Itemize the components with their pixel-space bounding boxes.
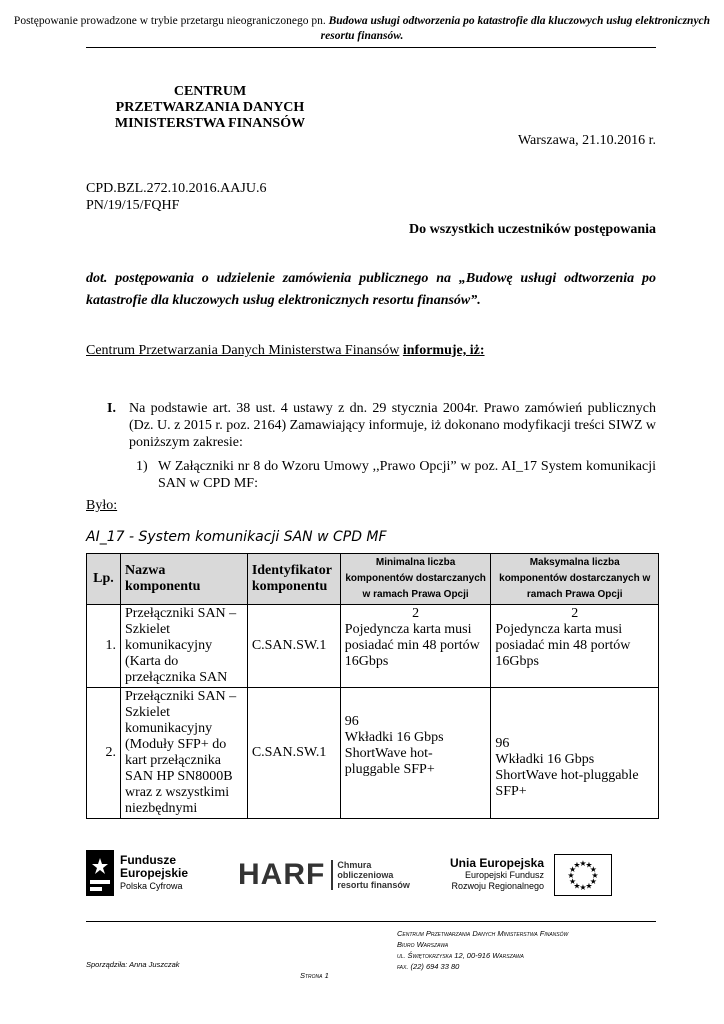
footer-street: ul. Świętokrzyska 12, 00-916 Warszawa — [397, 951, 524, 960]
cell-max — [491, 688, 659, 819]
eu-star-icon: ★ — [569, 865, 577, 874]
cell-name: Przełączniki SAN – Szkielet komunikacyjny (Karta do przełącznika SAN — [120, 605, 247, 688]
informs-line — [86, 343, 485, 359]
eu-star-icon: ★ — [585, 860, 593, 870]
cell-lp: 2. — [87, 688, 121, 819]
subject-line: dot. postępowania o udzielenie zamówienia publicznego na „Budowę usługi odtworzenia po katastrofie dla kluczowych usług elektronicznych resortu finansów”. — [86, 271, 656, 308]
header-max: Maksymalna liczba komponentów dostarczanych w ramach Prawa Opcji — [491, 554, 659, 605]
procedure-reference: PN/19/15/FQHF — [86, 198, 180, 213]
header-name: Nazwa komponentu — [120, 554, 247, 605]
harf-logo — [238, 858, 410, 892]
min-desc: Pojedyncza karta musi posiadać min 48 portów 16Gbps — [344, 622, 480, 669]
informs-bold: informuje, iż: — [402, 343, 485, 358]
ue-line3: Rozwoju Regionalnego — [451, 881, 545, 891]
harf-sub1: Chmura — [337, 860, 372, 870]
header-min: Minimalna liczba komponentów dostarczanych w ramach Prawa Opcji — [340, 554, 491, 605]
eu-star-icon: ★ — [585, 881, 593, 891]
cell-min — [340, 605, 491, 688]
eu-flag-icon — [554, 854, 612, 896]
section-text: Na podstawie art. 38 ust. 4 ustawy z dn. 29 stycznia 2004r. Prawo zamówień publicznych (Dz. U. z 2015 r. poz. 2164) Zamawiający informuje, iż dokonano modyfikacji treści SIWZ w poniższym zakresie: — [129, 401, 656, 450]
harf-sub2: obliczeniowa — [337, 870, 394, 880]
section-one — [107, 400, 656, 451]
page-header — [0, 14, 724, 44]
cell-id: C.SAN.SW.1 — [247, 605, 340, 688]
max-qty: 96 — [495, 736, 510, 751]
max-desc: Pojedyncza karta musi posiadać min 48 portów 16Gbps — [495, 622, 631, 669]
eu-star-icon: ★ — [569, 877, 577, 886]
eu-star-icon: ★ — [573, 860, 581, 870]
footer-address — [397, 928, 568, 972]
header-normal-text: Postępowanie prowadzone w trybie przetargu nieograniczonego pn. — [13, 15, 326, 27]
page-number: Strona 1 — [300, 971, 329, 980]
ue-line2: Europejski Fundusz — [464, 870, 545, 880]
cell-lp: 1. — [87, 605, 121, 688]
case-reference: CPD.BZL.272.10.2016.AAJU.6 — [86, 181, 267, 196]
footer-org: Centrum Przetwarzania Danych Ministerstwa Finansów — [397, 929, 569, 938]
min-qty: 2 — [412, 606, 420, 621]
table-title: AI_17 - System komunikacji SAN w CPD MF — [86, 529, 387, 545]
header-lp: Lp. — [87, 554, 121, 605]
section-number: I. — [107, 401, 116, 416]
org-line: PRZETWARZANIA DANYCH — [115, 100, 305, 115]
harf-text: HARF — [238, 858, 326, 891]
footer-office: Biuro Warszawa — [397, 940, 449, 949]
informs-org: Centrum Przetwarzania Danych Ministerstwa Finansów — [86, 343, 400, 358]
eu-star-icon: ★ — [579, 859, 587, 868]
ue-line1: Unia Europejska — [450, 856, 545, 870]
eu-star-icon: ★ — [567, 871, 575, 880]
eu-star-icon: ★ — [591, 871, 599, 880]
footer-author: Sporządziła: Anna Juszczak — [86, 960, 180, 969]
table-row — [87, 688, 659, 819]
organization-name — [100, 84, 320, 132]
eu-star-icon: ★ — [589, 865, 597, 874]
org-line: CENTRUM — [173, 84, 247, 99]
eu-star-icon: ★ — [589, 877, 597, 886]
header-id: Identyfikator komponentu — [247, 554, 340, 605]
fe-line3: Polska Cyfrowa — [120, 881, 183, 891]
cell-id: C.SAN.SW.1 — [247, 688, 340, 819]
was-label: Było: — [86, 498, 118, 513]
fundusze-europejskie-logo — [86, 850, 188, 896]
header-title-text: Budowa usługi odtworzenia po katastrofie dla kluczowych usług elektronicznych resortu finansów. — [320, 15, 711, 42]
footer-divider — [86, 921, 656, 922]
min-qty: 96 — [344, 714, 359, 729]
components-table — [86, 553, 659, 819]
max-desc: Wkładki 16 Gbps ShortWave hot-pluggable SFP+ — [495, 752, 639, 799]
harf-sub3: resortu finansów — [337, 880, 410, 890]
eu-logo-text — [450, 856, 544, 892]
document-date: Warszawa, 21.10.2016 r. — [517, 133, 656, 148]
max-qty: 2 — [571, 606, 579, 621]
logo-strip — [86, 850, 656, 900]
fe-line2: Europejskie — [120, 866, 189, 880]
table-row — [87, 605, 659, 688]
eu-star-icon: ★ — [573, 881, 581, 891]
fe-line1: Fundusze — [120, 853, 176, 867]
eu-star-icon: ★ — [579, 883, 587, 892]
table-header-row — [87, 554, 659, 605]
footer-fax: fax. (22) 694 33 80 — [397, 962, 460, 971]
cell-max — [491, 605, 659, 688]
item-text: W Załączniki nr 8 do Wzoru Umowy ,,Prawo Opcji” w poz. AI_17 System komunikacji SAN w CPD MF: — [158, 459, 656, 491]
fe-star-icon — [86, 850, 114, 896]
item-one — [136, 458, 656, 492]
cell-min — [340, 688, 491, 819]
addressee: Do wszystkich uczestników postępowania — [409, 222, 656, 237]
cell-name: Przełączniki SAN – Szkielet komunikacyjny (Moduły SFP+ do kart przełącznika SAN HP SN8000B wraz z wszystkimi niezbędnymi — [120, 688, 247, 819]
reference-numbers — [86, 180, 266, 214]
org-line: MINISTERSTWA FINANSÓW — [114, 116, 306, 131]
header-divider — [86, 47, 656, 48]
min-desc: Wkładki 16 Gbps ShortWave hot-pluggable SFP+ — [344, 730, 444, 777]
item-number: 1) — [136, 459, 148, 474]
